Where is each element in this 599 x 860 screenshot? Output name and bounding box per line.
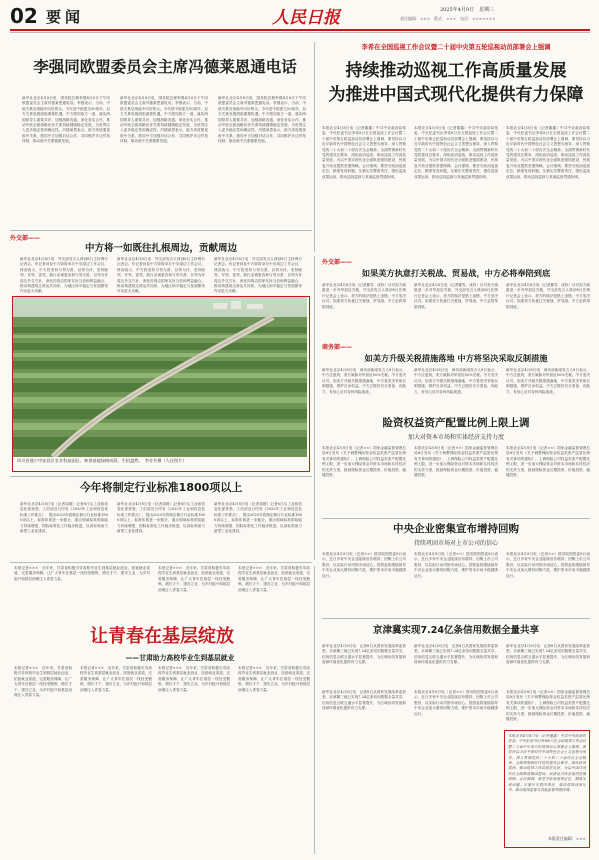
headline: 今年将制定行业标准1800项以上 [79, 481, 243, 494]
kicker: 李希在全国巡视工作会议暨二十届中央第五轮巡视动员部署会上强调 [361, 44, 551, 51]
article-li-xi [322, 42, 590, 252]
body-col-1: 新华社北京4月8日电 记者8日从国家发展改革委获悉，京津冀三地已实现7.24亿条信用数据全量共享，信用信息互联互通水平显著提升，为区域协同发展和营商环境优化提供有力支撑。 [322, 644, 406, 665]
body-col-3: 新华社北京4月8日电（记者董雪、成欣）针对美方威胁进一步对华加征关税，外交部发言人林剑8日在例行记者会上表示，美方的做法是错上加错，中方坚决反对。如果美方执意打关税战、贸易战，中方必将奉陪到底。 [506, 283, 590, 309]
article-tariff-mfa [322, 257, 590, 337]
feature-headline: 让青春在基层绽放 [90, 626, 234, 647]
divider-vertical-low [314, 566, 315, 854]
headline-line-2: 为推进中国式现代化提供有力保障 [328, 85, 584, 105]
body-col-5: 本报记者××× 近年来，甘肃省积极引导高校毕业生到基层就业创业，拓宽就业渠道，完善服务保障，让广大青年在基层一线经受锻炼、增长才干、建功立业，为乡村振兴和基层治理注入青春力量。 [158, 666, 230, 692]
body-col-3: 新华社北京4月8日电 记者8日从国家发展改革委获悉，京津冀三地已实现7.24亿条信用数据全量共享，信用信息互联互通水平显著提升，为区域协同发展和营商环境优化提供有力支撑。 [506, 644, 590, 665]
body-col-3: 新华社北京4月8日电 商务部新闻发言人8日表示，中方注意到，美方威胁对华加征50%关税。中方坚决反对。如美方升级关税措施落地，中方将坚决采取反制措施，维护自身权益。中方已做好充分准备，有能力、有信心应对各种风险挑战。 [506, 368, 590, 394]
body-col-1: 本报北京4月8日电（记者××）国家金融监督管理总局8日发布《关于调整保险资金权益类资产监管比例有关事项的通知》，上调保险公司权益类资产配置比例上限，进一步加大保险资金对资本市场和实体经济的支持力度，鼓励保险资金长期投资、价值投资、稳健投资。 [322, 446, 406, 478]
section-name: 要闻 [46, 8, 85, 26]
note-box [504, 730, 590, 848]
body-col-3: 本报北京4月8日电（记者××）国家金融监督管理总局8日发布《关于调整保险资金权益类资产监管比例有关事项的通知》，上调保险公司权益类资产配置比例上限，进一步加大保险资金对资本市场和实体经济的支持力度，鼓励保险资金长期投资、价值投资、稳健投资。 [506, 446, 590, 478]
article-neighborhood [10, 233, 312, 295]
body-col-2: 新华社北京4月8日电 国务院总理李强4月8日下午同欧盟委员会主席冯德莱恩通电话。李强表示，当前，中欧关系呈现稳中向好势头。今年是中欧建交50周年，双方关系发展面临重要机遇。中方愿同欧方一道，落实两国领导人重要共识，加强战略沟通，深化务实合作，推动中欧全面战略伙伴关系持续健康稳定发展，为世界注入更多稳定性和确定性。冯德莱恩表示，欧方高度重视欧中关系，愿同中方加强对话合作，共同维护多边贸易体制，推动欧中关系健康发展。 [120, 96, 208, 144]
headline: 京津冀实现7.24亿条信用数据全量共享 [373, 625, 539, 636]
body-col-2: 新华社北京4月8日电（记者董雪、成欣）针对美方威胁进一步对华加征关税，外交部发言人林剑8日在例行记者会上表示，美方的做法是错上加错，中方坚决反对。如果美方执意打关税战、贸易战，中方必将奉陪到底。 [414, 283, 498, 309]
article-tariff-mofcom [322, 342, 590, 412]
divider-vertical-mid [314, 256, 315, 560]
article-soe-buyback [322, 522, 590, 616]
headline: 险资权益资产配置比例上限上调 [382, 417, 530, 429]
body-col-3: 本报记者××× 近年来，甘肃省积极引导高校毕业生到基层就业创业，拓宽就业渠道，完善服务保障，让广大青年在基层一线经受锻炼、增长才干、建功立业，为乡村振兴和基层治理注入青春力量。 [238, 566, 310, 592]
headline: 如美方升级关税措施落地 中方将坚决采取反制措施 [364, 353, 548, 363]
body-col-3: 本报北京4月8日电（记者董鑫）中共中央政治局常委、中央纪委书记李希8日在全国巡视工作会议暨二十届中央第五轮巡视动员部署会上强调，要坚持以习近平新时代中国特色社会主义思想为指导，深入贯彻党的二十大和二十届历次全会精神，全面贯彻新时代党的建设总要求，深化政治巡视，推动巡视工作高质量发展，为以中国式现代化全面推进强国建设、民族复兴伟业提供坚强保障。会议强调，要坚守政治巡视定位，精准发现问题，压紧压实整改责任，强化巡视成果运用，推动巡视监督与其他监督贯通协调。 [506, 126, 590, 179]
divider-horizontal-1 [10, 230, 312, 231]
body-col-2: 本报北京4月8日电（记者董鑫）中共中央政治局常委、中央纪委书记李希8日在全国巡视工作会议暨二十届中央第五轮巡视动员部署会上强调，要坚持以习近平新时代中国特色社会主义思想为指导，深入贯彻党的二十大和二十届历次全会精神，全面贯彻新时代党的建设总要求，深化政治巡视，推动巡视工作高质量发展，为以中国式现代化全面推进强国建设、民族复兴伟业提供坚强保障。会议强调，要坚守政治巡视定位，精准发现问题，压紧压实整改责任，强化巡视成果运用，推动巡视监督与其他监督贯通协调。 [414, 126, 498, 179]
editor-line: 责任编辑：××× 版式：××× 电话：××××××× [400, 16, 496, 21]
article-youth-grassroots [10, 566, 312, 856]
body-col-3: 新华社北京4月8日电 外交部发言人林剑8日主持例行记者会。有记者问及中方即将举办中央周边工作会议，林剑表示，中方将坚持与邻为善、以邻为伴，坚持睦邻、安邻、富邻，践行亲诚惠容和与邻为善、以邻为伴周边外交方针，深化同周边国家友好互信和利益融合，推动构建周边命运共同体，为地区和平稳定与发展繁荣作出更大贡献。 [214, 257, 302, 294]
body-col-1: 新华社北京4月8日电 商务部新闻发言人8日表示，中方注意到，美方威胁对华加征50%关税。中方坚决反对。如美方升级关税措施落地，中方将坚决采取反制措施，维护自身权益。中方已做好充分准备，有能力、有信心应对各种风险挑战。 [322, 368, 406, 394]
photo-frame [12, 296, 310, 472]
column-label: 商务部—— [322, 344, 353, 351]
note-box-text: 本报北京4月8日电（记者董鑫）中共中央政治局常委、中央纪委书记李希8日在全国巡视工作会议暨二十届中央第五轮巡视动员部署会上强调，要坚持以习近平新时代中国特色社会主义思想为指导，深入贯彻党的二十大和二十届历次全会精神，全面贯彻新时代党的建设总要求，深化政治巡视，推动巡视工作高质量发展，为以中国式现代化全面推进强国建设、民族复兴伟业提供坚强保障。会议强调，要坚守政治巡视定位，精准发现问题，压紧压实整改责任，强化巡视成果运用，推动巡视监督与其他监督贯通协调。 [508, 734, 586, 793]
page-number: 02 [10, 4, 38, 28]
headline: 李强同欧盟委员会主席冯德莱恩通电话 [33, 58, 297, 76]
headline: 中央企业密集宣布增持回购 [393, 523, 519, 535]
continued-col-1: 新华社北京4月8日电 记者8日从国家发展改革委获悉，京津冀三地已实现7.24亿条信用数据全量共享，信用信息互联互通水平显著提升，为区域协同发展和营商环境优化提供有力支撑。 [322, 690, 406, 711]
issue-date: 2025年4月9日 星期三 [440, 7, 495, 13]
body-col-1a: 本报记者××× 近年来，甘肃省积极引导高校毕业生到基层就业创业，拓宽就业渠道，完善服务保障，让广大青年在基层一线经受锻炼、增长才干、建功立业，为乡村振兴和基层治理注入青春力量。 [14, 566, 150, 581]
subheadline: 加大对资本市场和实体经济支持力度 [407, 434, 504, 441]
masthead-rule [10, 29, 590, 31]
body-col-1: 本报北京4月8日电（记者××）国务院国资委8日表示，近日多家中央企业陆续宣布增持、回购上市公司股份，以实际行动巩固市场信心。国资委将继续指导中央企业加大增持回购力度，维护资本市场平稳健康运行。 [322, 552, 406, 578]
headline: 中方将一如既往扎根周边，贡献周边 [84, 243, 237, 254]
body-col-1: 新华社北京4月8日电（记者周圆）记者8日从工业和信息化部获悉，工信部近日印发《2025年工业和信息化标准工作要点》，提出2025年将制定修订行业标准1800项以上，标准体系进一步健全，重点领域标准供给能力持续增强，国际标准化工作稳步推进，以高标准助力新型工业化建设。 [20, 502, 108, 534]
divider-horizontal-4 [10, 562, 312, 563]
body-col-2: 新华社北京4月8日电（记者周圆）记者8日从工业和信息化部获悉，工信部近日印发《2025年工业和信息化标准工作要点》，提出2025年将制定修订行业标准1800项以上，标准体系进一步健全，重点领域标准供给能力持续增强，国际标准化工作稳步推进，以高标准助力新型工业化建设。 [117, 502, 205, 534]
divider-horizontal-2 [10, 476, 312, 477]
body-col-1: 新华社北京4月8日电 国务院总理李强4月8日下午同欧盟委员会主席冯德莱恩通电话。李强表示，当前，中欧关系呈现稳中向好势头。今年是中欧建交50周年，双方关系发展面临重要机遇。中方愿同欧方一道，落实两国领导人重要共识，加强战略沟通，深化务实合作，推动中欧全面战略伙伴关系持续健康稳定发展，为世界注入更多稳定性和确定性。冯德莱恩表示，欧方高度重视欧中关系，愿同中方加强对话合作，共同维护多边贸易体制，推动欧中关系健康发展。 [22, 96, 110, 144]
masthead-rule-thin [10, 32, 590, 33]
column-label: 外交部—— [322, 259, 353, 266]
body-col-3: 新华社北京4月8日电（记者周圆）记者8日从工业和信息化部获悉，工信部近日印发《2025年工业和信息化标准工作要点》，提出2025年将制定修订行业标准1800项以上，标准体系进一步健全，重点领域标准供给能力持续增强，国际标准化工作稳步推进，以高标准助力新型工业化建设。 [214, 502, 302, 534]
body-col-2: 本报北京4月8日电（记者××）国务院国资委8日表示，近日多家中央企业陆续宣布增持、回购上市公司股份，以实际行动巩固市场信心。国资委将继续指导中央企业加大增持回购力度，维护资本市场平稳健康运行。 [414, 552, 498, 578]
body-col-1: 新华社北京4月8日电（记者董雪、成欣）针对美方威胁进一步对华加征关税，外交部发言人林剑8日在例行记者会上表示，美方的做法是错上加错，中方坚决反对。如果美方执意打关税战、贸易战，中方必将奉陪到底。 [322, 283, 406, 309]
body-col-2: 新华社北京4月8日电 记者8日从国家发展改革委获悉，京津冀三地已实现7.24亿条信用数据全量共享，信用信息互联互通水平显著提升，为区域协同发展和营商环境优化提供有力支撑。 [414, 644, 498, 665]
divider-vertical-top [314, 42, 315, 252]
body-col-4: 本报记者××× 近年来，甘肃省积极引导高校毕业生到基层就业创业，拓宽就业渠道，完善服务保障，让广大青年在基层一线经受锻炼、增长才干、建功立业，为乡村振兴和基层治理注入青春力量。 [80, 666, 152, 692]
feature-subheadline: ——甘肃助力高校毕业生到基层就业 [125, 654, 235, 662]
headline-line-1: 持续推动巡视工作高质量发展 [345, 61, 567, 81]
body-col-3: 本报北京4月8日电（记者××）国务院国资委8日表示，近日多家中央企业陆续宣布增持、回购上市公司股份，以实际行动巩固市场信心。国资委将继续指导中央企业加大增持回购力度，维护资本市场平稳健康运行。 [506, 552, 590, 578]
continued-col-2: 本报北京4月8日电（记者××）国务院国资委8日表示，近日多家中央企业陆续宣布增持、回购上市公司股份，以实际行动巩固市场信心。国资委将继续指导中央企业加大增持回购力度，维护资本市场平稳健康运行。 [414, 690, 498, 716]
headline: 如果美方执意打关税战、贸易战，中方必将奉陪到底 [361, 268, 551, 278]
body-col-2: 新华社北京4月8日电 商务部新闻发言人8日表示，中方注意到，美方威胁对华加征50%关税。中方坚决反对。如美方升级关税措施落地，中方将坚决采取反制措施，维护自身权益。中方已做好充分准备，有能力、有信心应对各种风险挑战。 [414, 368, 498, 394]
paper-logo: 人民日报 [272, 8, 340, 28]
photo-caption: 四川省遂宁市安居区农业科技园区，林果基地绿树成荫、生机盎然。 李芳芳摄（人民图片） [17, 458, 187, 463]
body-col-2: 本报北京4月8日电（记者××）国家金融监督管理总局8日发布《关于调整保险资金权益类资产监管比例有关事项的通知》，上调保险公司权益类资产配置比例上限，进一步加大保险资金对资本市场和实体经济的支持力度，鼓励保险资金长期投资、价值投资、稳健投资。 [414, 446, 498, 478]
masthead [0, 0, 599, 36]
body-col-2: 本报记者××× 近年来，甘肃省积极引导高校毕业生到基层就业创业，拓宽就业渠道，完善服务保障，让广大青年在基层一线经受锻炼、增长才干、建功立业，为乡村振兴和基层治理注入青春力量。 [158, 566, 230, 592]
article-li-qiang [22, 56, 308, 230]
subheadline: 持续巩固市场对上市公司的信心 [413, 540, 498, 547]
orchard-photo [13, 297, 307, 457]
continued-col-3: 本报北京4月8日电（记者××）国家金融监督管理总局8日发布《关于调整保险资金权益类资产监管比例有关事项的通知》，上调保险公司权益类资产配置比例上限，进一步加大保险资金对资本市场和实体经济的支持力度，鼓励保险资金长期投资、价值投资、稳健投资。 [506, 690, 590, 722]
body-col-1b: 本报记者××× 近年来，甘肃省积极引导高校毕业生到基层就业创业，拓宽就业渠道，完善服务保障，让广大青年在基层一线经受锻炼、增长才干、建功立业，为乡村振兴和基层治理注入青春力量。 [14, 666, 72, 698]
article-credit-data [322, 624, 590, 684]
body-col-3: 新华社北京4月8日电 国务院总理李强4月8日下午同欧盟委员会主席冯德莱恩通电话。李强表示，当前，中欧关系呈现稳中向好势头。今年是中欧建交50周年，双方关系发展面临重要机遇。中方愿同欧方一道，落实两国领导人重要共识，加强战略沟通，深化务实合作，推动中欧全面战略伙伴关系持续健康稳定发展，为世界注入更多稳定性和确定性。冯德莱恩表示，欧方高度重视欧中关系，愿同中方加强对话合作，共同维护多边贸易体制，推动欧中关系健康发展。 [218, 96, 306, 144]
note-box-editor: 本版责任编辑：××× [547, 836, 586, 841]
divider-horizontal-3 [322, 518, 590, 519]
body-col-2: 新华社北京4月8日电 外交部发言人林剑8日主持例行记者会。有记者问及中方即将举办中央周边工作会议，林剑表示，中方将坚持与邻为善、以邻为伴，坚持睦邻、安邻、富邻，践行亲诚惠容和与邻为善、以邻为伴周边外交方针，深化同周边国家友好互信和利益融合，推动构建周边命运共同体，为地区和平稳定与发展繁荣作出更大贡献。 [117, 257, 205, 294]
divider-horizontal-5 [322, 618, 590, 619]
body-col-1: 新华社北京4月8日电 外交部发言人林剑8日主持例行记者会。有记者问及中方即将举办中央周边工作会议，林剑表示，中方将坚持与邻为善、以邻为伴，坚持睦邻、安邻、富邻，践行亲诚惠容和与邻为善、以邻为伴周边外交方针，深化同周边国家友好互信和利益融合，推动构建周边命运共同体，为地区和平稳定与发展繁荣作出更大贡献。 [20, 257, 108, 294]
article-insurance [322, 416, 590, 516]
column-label: 外交部—— [10, 235, 41, 242]
body-col-1: 本报北京4月8日电（记者董鑫）中共中央政治局常委、中央纪委书记李希8日在全国巡视工作会议暨二十届中央第五轮巡视动员部署会上强调，要坚持以习近平新时代中国特色社会主义思想为指导，深入贯彻党的二十大和二十届历次全会精神，全面贯彻新时代党的建设总要求，深化政治巡视，推动巡视工作高质量发展，为以中国式现代化全面推进强国建设、民族复兴伟业提供坚强保障。会议强调，要坚守政治巡视定位，精准发现问题，压紧压实整改责任，强化巡视成果运用，推动巡视监督与其他监督贯通协调。 [322, 126, 406, 179]
article-standards [10, 480, 312, 560]
body-col-6: 本报记者××× 近年来，甘肃省积极引导高校毕业生到基层就业创业，拓宽就业渠道，完善服务保障，让广大青年在基层一线经受锻炼、增长才干、建功立业，为乡村振兴和基层治理注入青春力量。 [238, 666, 310, 692]
